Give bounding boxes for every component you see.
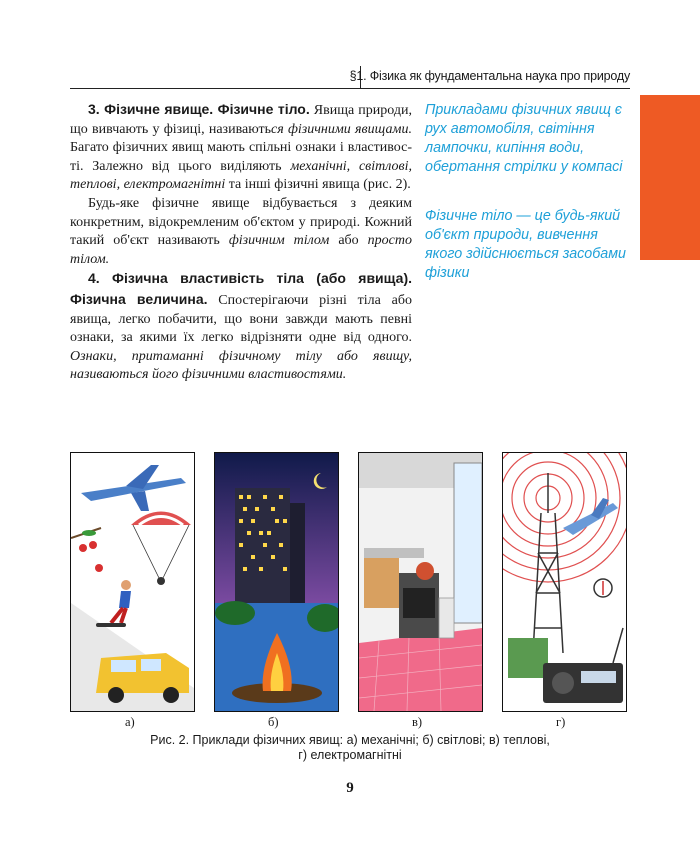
panel-label-c: в) [412,715,423,729]
p2-term-2: просто тілом. [70,233,412,267]
margin-note-1: Прикладами фізичних явищ є рух автомобіля, світіння лампочки, кипіння води, обертання стрілки у компасі [425,102,623,175]
radio-station-icon [508,638,548,678]
caption-line-1: Рис. 2. Приклади фізичних явищ: а) механічні; б) світлові; в) теплові, [150,733,550,747]
p1-text-b: Багато фізичних явищ мають спільні ознаки і властивос-ті. Залежно від цього виділяють [70,140,412,174]
p2-text-b: або [329,233,368,249]
p3-definition: Ознаки, притаманні фізичному тілу або явищу, називаються його фізичними властивостями. [70,348,412,383]
p1-kinds: механічні, світлові, теплові, електромагнітні [70,158,412,193]
caption-line-2: г) електромагнітні [298,748,402,762]
paragraph-body [70,195,412,269]
margin-note-2: Фізичне тіло — це будь-який об'єкт природи, вивчення якого здійснюється засобами фізики [425,208,626,281]
p3-text-a: Спостерігаючи різні тіла або явища, легко побачити, що вони завжди мають певні ознаки, за якими їх легко відрізняти одне від одного. [70,292,412,346]
panel-label-d: г) [556,715,566,729]
p2-text-a: Будь-яке фізичне явище відбувається з деяким конкретним, відокремленим об'єктом у природі. Кожний такий об'єкт називають [70,195,412,249]
header-section-title: §1. Фізика як фундаментальна наука про природу [349,69,630,83]
paragraph-4 [70,269,412,385]
cabinet-icon [364,558,399,608]
figure-panel-thermal [358,452,483,712]
panel-label-a: а) [125,715,135,729]
p1-text-a: Явища природи, що вивчають у фізиці, називають [70,103,412,137]
window-icon [454,463,482,623]
kettle-icon [416,562,434,580]
heading-3: 3. Фізичне явище. Фізичне тіло. [88,101,310,117]
main-text-column [70,100,412,385]
chapter-tab [640,95,700,260]
radiator-icon [439,598,454,638]
p1-term: ся фізичними явищами. [270,121,412,137]
figure-panel-mechanical [70,452,195,712]
figure-caption [70,733,630,763]
paragraph-3 [70,100,412,195]
heading-4: 4. Фізична властивість тіла (або явища). Фізична величина. [70,270,412,307]
figure-panel-electromagnetic [502,452,627,712]
p2-term-1: фізичним тілом [228,233,330,249]
running-header [70,66,630,89]
panel-label-b: б) [268,715,279,729]
page-number: 9 [346,780,354,796]
margin-notes [425,101,637,313]
p1-text-c: та інші фізичні явища (рис. 2). [225,177,411,193]
figure-panel-light [214,452,339,712]
